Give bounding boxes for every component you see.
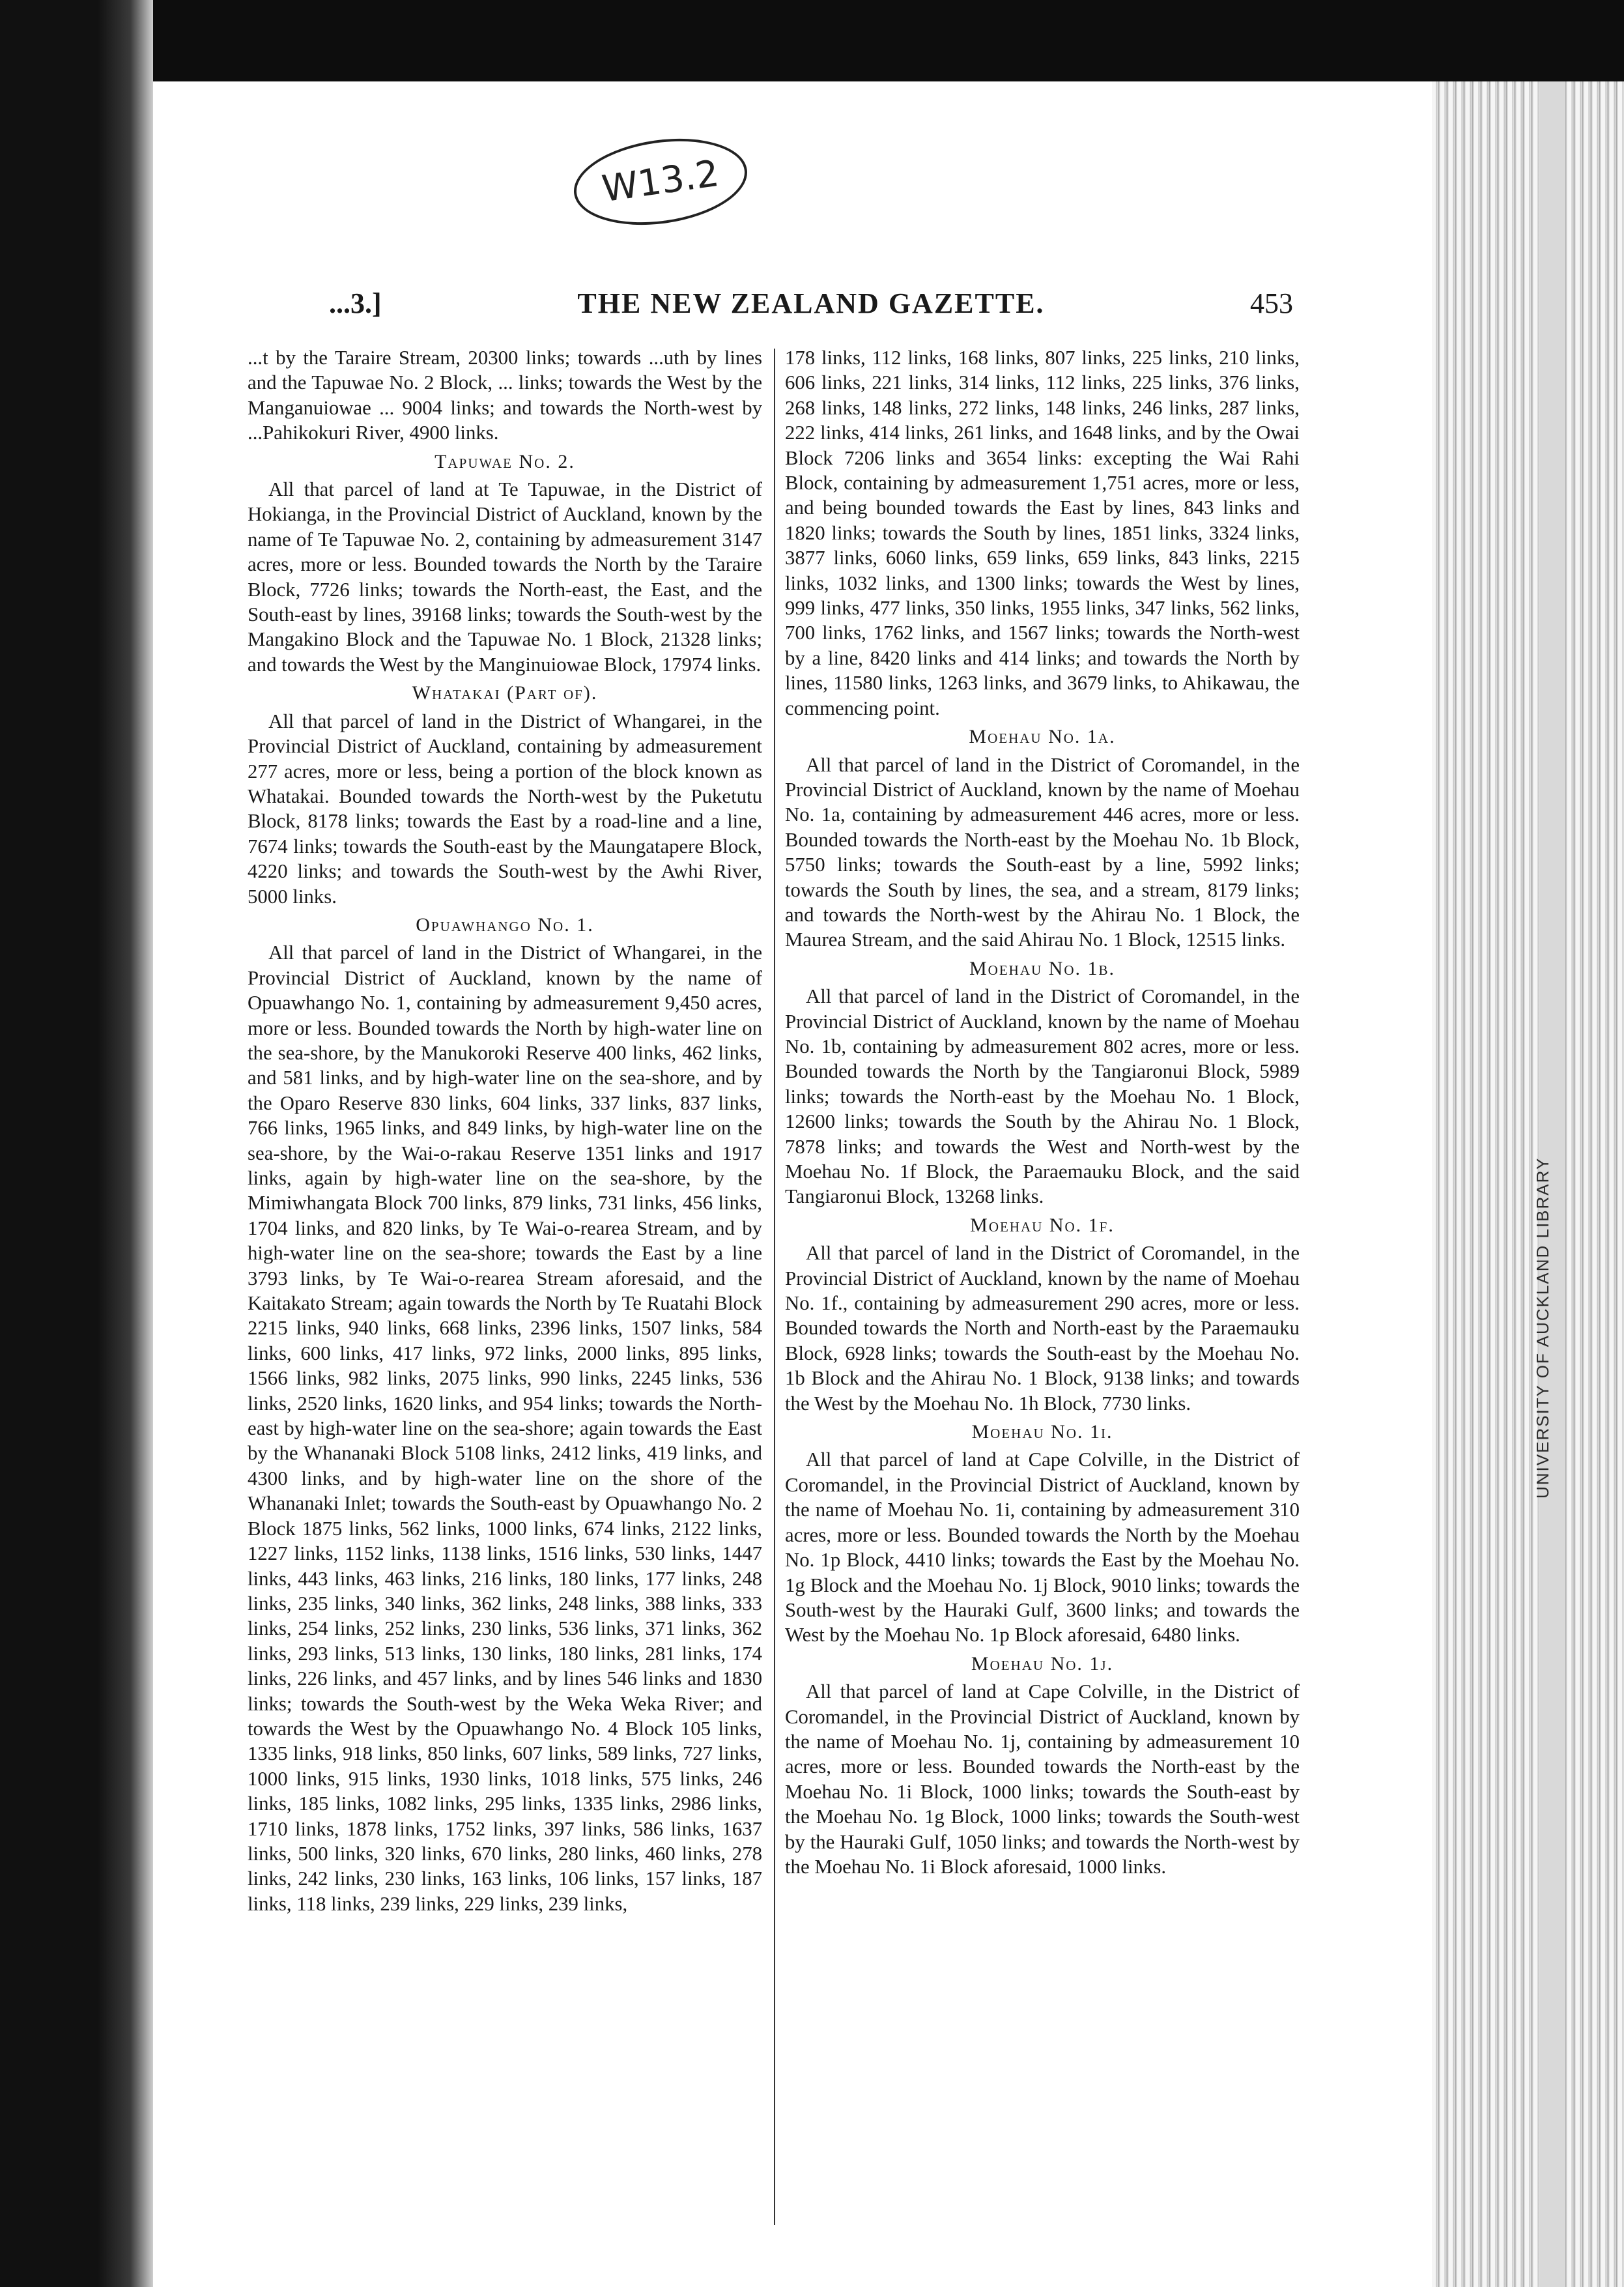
- page-number: 453: [1250, 287, 1293, 319]
- paragraph: All that parcel of land at Te Tapuwae, in the District of Hokianga, in the Provincial District of Auckland, known by the name of Te Tapuwae No. 2, containing by admeasurement 3147 acres, more or less. Bounded towards the North by the Taraire Block, 7726 links; towards the North-east, the East, and the South-east by lines, 39168 links; towards the South-west by the Mangakino Block and the Tapuwae No. 1 Block, 21328 links; and towards the West by the Manginuiowae Block, 17974 links.: [248, 478, 762, 676]
- handwritten-reference-stamp: W13.2: [568, 128, 752, 235]
- paragraph: All that parcel of land at Cape Colville, in the District of Coromandel, in the Provincial District of Auckland, known by the name of Moehau No. 1i, containing by admeasurement 310 acres, more or less. Bounded towards the North by the Moehau No. 1p Block, 4410 links; towards the East by the Moehau No. 1g Block and the Moehau No. 1j Block, 9010 links; towards the South-west by the Hauraki Gulf, 3600 links; and towards the West by the Moehau No. 1p Block aforesaid, 6480 links.: [785, 1448, 1300, 1647]
- column-divider: [774, 349, 775, 2225]
- paragraph: 178 links, 112 links, 168 links, 807 links, 225 links, 210 links, 606 links, 221 links, 314 links, 112 links, 225 links, 376 links, 268 links, 148 links, 272 links, 148 links, 246 links, 287 links, 222 links, 414 links, 261 links, and 1648 links, and by the Owai Block 7206 links and 3654 links: excepting the Wai Rahi Block, containing by admeasurement 1,751 acres, more or less, and being bounded towards the East by lines, 843 links and 1820 links; towards the South by lines, 1851 links, 3324 links, 3877 links, 6060 links, 659 links, 659 links, 843 links, 2215 links, 1032 links, and 1300 links; towards the West by lines, 999 links, 477 links, 350 links, 1955 links, 347 links, 562 links, 700 links, 1762 links, and 1567 links; towards the North-west by a line, 8420 links and 414 links; and towards the North by lines, 11580 links, 1263 links, and 3679 links, to Ahikawau, the commencing point.: [785, 347, 1300, 719]
- section-heading: Tapuwae No. 2.: [434, 450, 575, 472]
- paragraph: All that parcel of land in the District of Coromandel, in the Provincial District of Auckland, known by the name of Moehau No. 1a, containing by admeasurement 446 acres, more or less. Bounded towards the North-east by the Moehau No. 1b Block, 5750 links; towards the South-east by a line, 5992 links; towards the South by lines, the sea, and a stream, 8179 links; and towards the North-west by the Ahirau No. 1 Block, the Maurea Stream, and the said Ahirau No. 1 Block, 12515 links.: [785, 753, 1300, 951]
- section-heading: Moehau No. 1j.: [971, 1652, 1114, 1675]
- scan-top-border: [0, 0, 1624, 81]
- section-heading: Moehau No. 1b.: [969, 957, 1115, 979]
- section-heading: Moehau No. 1i.: [971, 1421, 1113, 1443]
- section-heading: Whatakai (Part of).: [412, 682, 598, 704]
- section-heading: Moehau No. 1a.: [969, 726, 1116, 748]
- left-column: [248, 345, 762, 1916]
- paragraph: ...t by the Taraire Stream, 20300 links; towards ...uth by lines and the Tapuwae No. 2 Block, ... links; towards the West by the Manganuiowae ... 9004 links; and towards the North-west by ...Pahikokuri River, 4900 links.: [248, 347, 762, 444]
- right-column: [785, 345, 1300, 1879]
- section-heading: Opuawhango No. 1.: [416, 913, 594, 936]
- section-heading: Moehau No. 1f.: [970, 1214, 1115, 1236]
- scan-left-shadow: [0, 0, 153, 2287]
- paragraph: All that parcel of land in the District of Whangarei, in the Provincial District of Auckland, containing by admeasurement 277 acres, more or less, being a portion of the block known as Whatakai. Bounded towards the North-west by the Puketutu Block, 8178 links; towards the East by a road-line and a line, 7674 links; towards the South-east by the Maungatapere Block, 4220 links; and towards the South-west by the Awhi River, 5000 links.: [248, 710, 762, 908]
- gazette-title: THE NEW ZEALAND GAZETTE.: [577, 287, 1045, 319]
- paragraph: All that parcel of land at Cape Colville, in the District of Coromandel, in the Provincial District of Auckland, known by the name of Moehau No. 1j, containing by admeasurement 10 acres, more or less. Bounded towards the North-east by the Moehau No. 1i Block, 1000 links; towards the South-east by the Moehau No. 1g Block, 1000 links; towards the South-west by the Hauraki Gulf, 1050 links; and towards the North-west by the Moehau No. 1i Block aforesaid, 1000 links.: [785, 1680, 1300, 1878]
- issue-number: ...3.]: [329, 287, 382, 319]
- paragraph: All that parcel of land in the District of Coromandel, in the Provincial District of Auckland, known by the name of Moehau No. 1b, containing by admeasurement 802 acres, more or less. Bounded towards the North by the Tangiaronui Block, 5989 links; towards the North-east by the Moehau No. 1 Block, 12600 links; towards the South by the Ahirau No. 1 Block, 7878 links; and towards the West and North-west by the Moehau No. 1f Block, the Paraemauku Block, and the said Tangiaronui Block, 13268 links.: [785, 985, 1300, 1208]
- paragraph: All that parcel of land in the District of Coromandel, in the Provincial District of Auckland, known by the name of Moehau No. 1f., containing by admeasurement 290 acres, more or less. Bounded towards the North and North-east by the Paraemauku Block, 6928 links; towards the South-east by the Moehau No. 1b Block and the Ahirau No. 1 Block, 9138 links; and towards the West by the Moehau No. 1h Block, 7730 links.: [785, 1242, 1300, 1415]
- scan-right-page-edges: [1432, 81, 1624, 2287]
- library-spine-label: UNIVERSITY OF AUCKLAND LIBRARY: [1533, 1157, 1552, 1499]
- page-header: [329, 287, 1293, 332]
- paragraph: All that parcel of land in the District of Whangarei, in the Provincial District of Auckland, known by the name of Opuawhango No. 1, containing by admeasurement 9,450 acres, more or less. Bounded towards the North by high-water line on the sea-shore, by the Manukoroki Reserve 400 links, 462 links, and 581 links, and by high-water line on the sea-shore, and by the Oparo Reserve 830 links, 604 links, 337 links, 837 links, 766 links, 1965 links, and 849 links, by high-water line on the sea-shore, by the Wai-o-rakau Reserve 1351 links and 1917 links, again by high-water line on the sea-shore, by the Mimiwhangata Block 700 links, 879 links, 731 links, 456 links, 1704 links, and 820 links, by Te Wai-o-rearea Stream, and by high-water line on the sea-shore; towards the East by a line 3793 links, by Te Wai-o-rearea Stream aforesaid, and the Kaitakato Stream; again towards the North by Te Ruatahi Block 2215 links, 940 links, 668 links, 2396 links, 1507 links, 584 links, 600 links, 417 links, 972 links, 2000 links, 895 links, 1566 links, 982 links, 2075 links, 990 links, 2245 links, 536 links, 2520 links, 1620 links, and 954 links; towards the North-east by high-water line on the sea-shore; again towards the East by the Whananaki Block 5108 links, 2412 links, 419 links, and 4300 links, and by high-water line on the shore of the Whananaki Inlet; towards the South-east by Opuawhango No. 2 Block 1875 links, 562 links, 1000 links, 674 links, 2122 links, 1227 links, 1152 links, 1138 links, 1516 links, 530 links, 1447 links, 443 links, 463 links, 216 links, 180 links, 177 links, 248 links, 235 links, 340 links, 362 links, 248 links, 388 links, 333 links, 254 links, 252 links, 230 links, 536 links, 371 links, 362 links, 293 links, 513 links, 130 links, 180 links, 281 links, 174 links, 226 links, and 457 links, and by lines 546 links and 1830 links; towards the South-west by the Weka Weka River; and towards the West by the Opuawhango No. 4 Block 105 links, 1335 links, 918 links, 850 links, 607 links, 589 links, 727 links, 1000 links, 915 links, 1930 links, 1018 links, 575 links, 246 links, 185 links, 1082 links, 295 links, 1335 links, 2986 links, 1710 links, 1878 links, 1752 links, 397 links, 586 links, 1637 links, 500 links, 320 links, 670 links, 280 links, 460 links, 278 links, 242 links, 230 links, 163 links, 106 links, 157 links, 187 links, 118 links, 239 links, 229 links, 239 links,: [248, 942, 762, 1915]
